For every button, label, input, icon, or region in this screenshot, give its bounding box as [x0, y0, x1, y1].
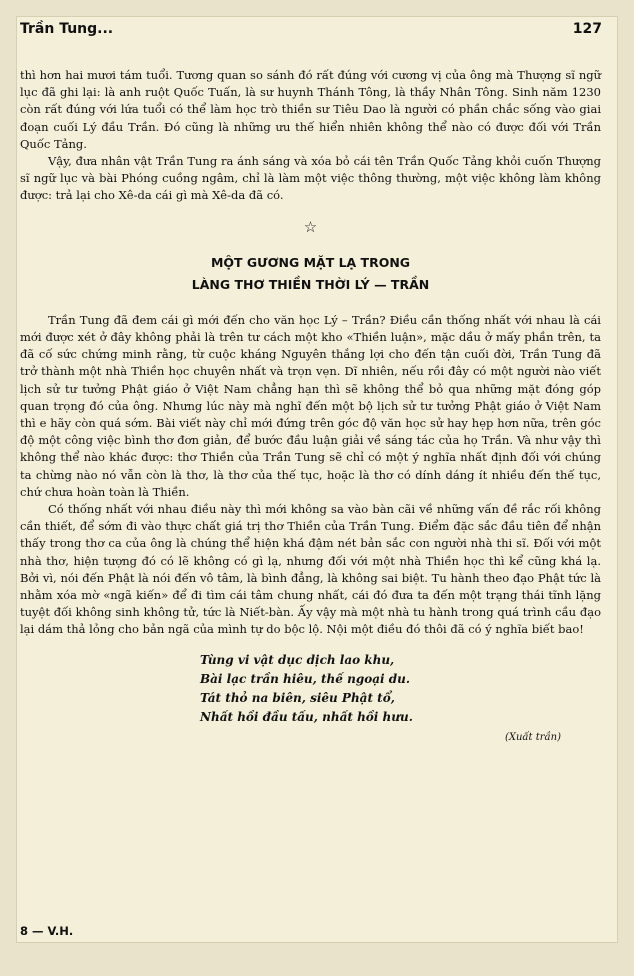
intro-paragraph-1: thì hơn hai mươi tám tuổi. Tương quan so sánh đó rất đúng với cương vị của ông mà Thượng sĩ ngữ lục đã ghi lại: là anh ruột Quốc Tuấn, là sư huynh Thánh Tông, là thầy Nhân Tông. Sinh năm 1230 còn rất đúng với lứa tuổi có thể làm học trò thiền sư Tiêu Dao là người có phần chắc sống vào giai đoạn cuối Lý đầu Trần. Đó cũng là những ưu thế hiển nhiên không thể nào có được đối với Trần Quốc Tảng.: [20, 68, 601, 151]
poem-line: Tùng vi vật dục dịch lao khu,: [200, 652, 395, 667]
page-number: 127: [572, 21, 602, 37]
page-footer-signature: 8 — V.H.: [20, 924, 74, 938]
section-title-line-1: MỘT GƯƠNG MẶT LẠ TRONG: [210, 254, 411, 270]
poem-block: [200, 651, 601, 727]
poem-line: Nhất hồi đầu tấu, nhất hồi hưu.: [200, 709, 413, 724]
section-paragraph-2: Có thống nhất với nhau điều này thì mới không sa vào bàn cãi về những vấn đề rắc rối không cần thiết, để sớm đi vào thực chất giá trị thơ Thiền của Trần Tung. Điểm đặc sắc đầu tiên để nhận thấy trong thơ ca của ông là chúng thể hiện khá đậm nét bản sắc con người nhà thi sĩ. Đối với một nhà thơ, hiện tượng đó có lẽ không có gì lạ, nhưng đối với một nhà Thiền học thì kể cũng khá lạ. Bởi vì, nói đến Phật là nói đến vô tâm, là bình đẳng, là không sai biệt. Tu hành theo đạo Phật tức là nhằm xóa mờ «ngã kiến» để đi tìm cái tâm chung nhất, cái đó đưa ta đến một trạng thái tĩnh lặng tuyệt đối không sinh không tử, tức là Niết-bàn. Ấy vậy mà một nhà tu hành trong quá trình cầu đạo lại dám thả lỏng cho bản ngã của mình tự do bộc lộ. Nội một điều đó thôi đã có ý nghĩa biết bao!: [20, 502, 601, 637]
page-header: [20, 21, 602, 37]
poem-source: (Xuất trần): [504, 731, 561, 743]
running-title: Trần Tung...: [20, 21, 114, 37]
intro-paragraph-2: Vậy, đưa nhân vật Trần Tung ra ánh sáng và xóa bỏ cái tên Trần Quốc Tảng khỏi cuốn Thượng sĩ ngữ lục và bài Phóng cuồng ngâm, chỉ là làm một việc thông thường, một việc không làm không được: trả lại cho Xê-da cái gì mà Xê-da đã có.: [20, 154, 601, 203]
star-divider-icon: ☆: [303, 217, 318, 236]
poem-line: Bài lạc trần hiêu, thế ngoại du.: [200, 671, 411, 686]
section-title-line-2: LÀNG THƠ THIỀN THỜI LÝ — TRẦN: [191, 276, 430, 292]
section-title: [20, 252, 601, 296]
section-paragraph-1: Trần Tung đã đem cái gì mới đến cho văn học Lý – Trần? Điều cần thống nhất với nhau là cái mới được xét ở đây không phải là trên tư cách một kho «Thiền luận», mặc dầu ở mấy phần trên, ta đã cố sức chứng minh rằng, từ cuộc kháng Nguyên thắng lợi cho đến tận cuối đời, Trần Tung đã trở thành một nhà Thiền học chuyên nhất và trọn vẹn. Dĩ nhiên, nếu rồi đây có một người nào viết lịch sử tư tưởng Phật giáo ở Việt Nam chẳng hạn thì sẽ không thể bỏ qua những mặt đóng góp quan trọng đó của ông. Nhưng lúc này mà nghĩ đến một bộ lịch sử tư tưởng Phật giáo ở Việt Nam thì e hãy còn quá sớm. Bài viết này chỉ mới đứng trên góc độ văn học sử hay hẹp hơn nữa, trên góc độ một công việc bình thơ đơn giản, để bước đầu luận giải về sáng tác của họ Trần. Và như vậy thì không thể nào khác được: thơ Thiền của Trần Tung sẽ chỉ có một ý nghĩa nhất định đối với chúng ta chừng nào nó vẫn còn là thơ, là thơ của thế tục, hoặc là thơ có dính dáng ít nhiều đến thế tục, chứ chưa hoàn toàn là Thiền.: [20, 312, 601, 499]
book-page: [17, 17, 617, 942]
poem-line: Tát thỏ na biên, siêu Phật tổ,: [200, 690, 395, 705]
page-body: [20, 67, 601, 746]
